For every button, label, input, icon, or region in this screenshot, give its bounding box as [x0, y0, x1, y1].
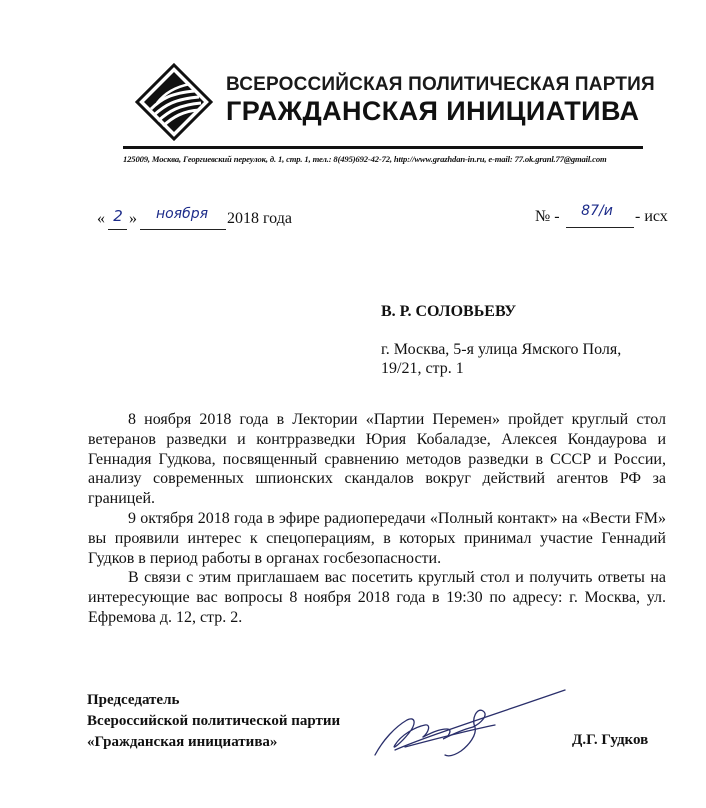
- outgoing-number-handwritten: 87/и: [581, 203, 613, 219]
- date-close-quote: »: [129, 210, 137, 227]
- outgoing-number-prefix: № -: [535, 208, 560, 225]
- date-day-handwritten: 2: [113, 207, 123, 225]
- date-open-quote: «: [97, 210, 105, 227]
- letter-body: [88, 410, 666, 628]
- signer-title-line2: Всероссийской политической партии: [87, 713, 341, 729]
- party-name-line2: ГРАЖДАНСКАЯ ИНИЦИАТИВА: [226, 96, 640, 126]
- handwritten-signature: [365, 685, 575, 795]
- body-paragraph-3: В связи с этим приглашаем вас посетить круглый стол и получить ответы на интересующие вас вопросы 8 ноября 2018 года в 19:30 по адресу: г. Москва, ул. Ефремова д. 12, стр. 2.: [88, 569, 666, 626]
- recipient-name: В. Р. СОЛОВЬЕВУ: [381, 303, 517, 320]
- body-paragraph-2: 9 октября 2018 года в эфире радиопередачи «Полный контакт» на «Вести FM» вы проявили интерес к спецоперациям, в которых принимал участие Геннадий Гудков в период работы в органах госбезопасности.: [88, 509, 666, 567]
- date-month-handwritten: ноября: [155, 206, 209, 222]
- recipient-address-line1: г. Москва, 5-я улица Ямского Поля,: [381, 341, 622, 358]
- recipient-address-line2: 19/21, стр. 1: [381, 360, 464, 377]
- outgoing-number-suffix: - исх: [635, 208, 668, 225]
- letterhead-address: 125009, Москва, Георгиевский переулок, д. 1, стр. 1, тел.: 8(495)692-42-72, http://www.grazhdan-in.ru, e-mail: 77.ok.granl.77@gmail.com: [123, 154, 607, 164]
- signer-title-line3: «Гражданская инициатива»: [87, 734, 278, 750]
- body-paragraph-1: 8 ноября 2018 года в Лектории «Партии Перемен» пройдет круглый стол ветеранов разведки и контрразведки Юрия Кобаладзе, Алексея Кондаурова и Геннадия Гудкова, посвященный сравнению методов разведки в СССР и России, анализу современных шпионских скандалов вокруг действий агентов РФ за границей.: [88, 411, 666, 508]
- date-month-underline: [140, 229, 226, 230]
- party-logo-icon: [135, 63, 213, 141]
- date-year: 2018 года: [227, 210, 292, 227]
- outgoing-number-underline: [566, 227, 634, 228]
- party-name-line1: ВСЕРОССИЙСКАЯ ПОЛИТИЧЕСКАЯ ПАРТИЯ: [226, 74, 655, 95]
- letterhead-divider: [123, 146, 643, 149]
- date-day-underline: [108, 229, 127, 230]
- signer-title-line1: Председатель: [87, 692, 180, 708]
- signer-name: Д.Г. Гудков: [572, 732, 649, 748]
